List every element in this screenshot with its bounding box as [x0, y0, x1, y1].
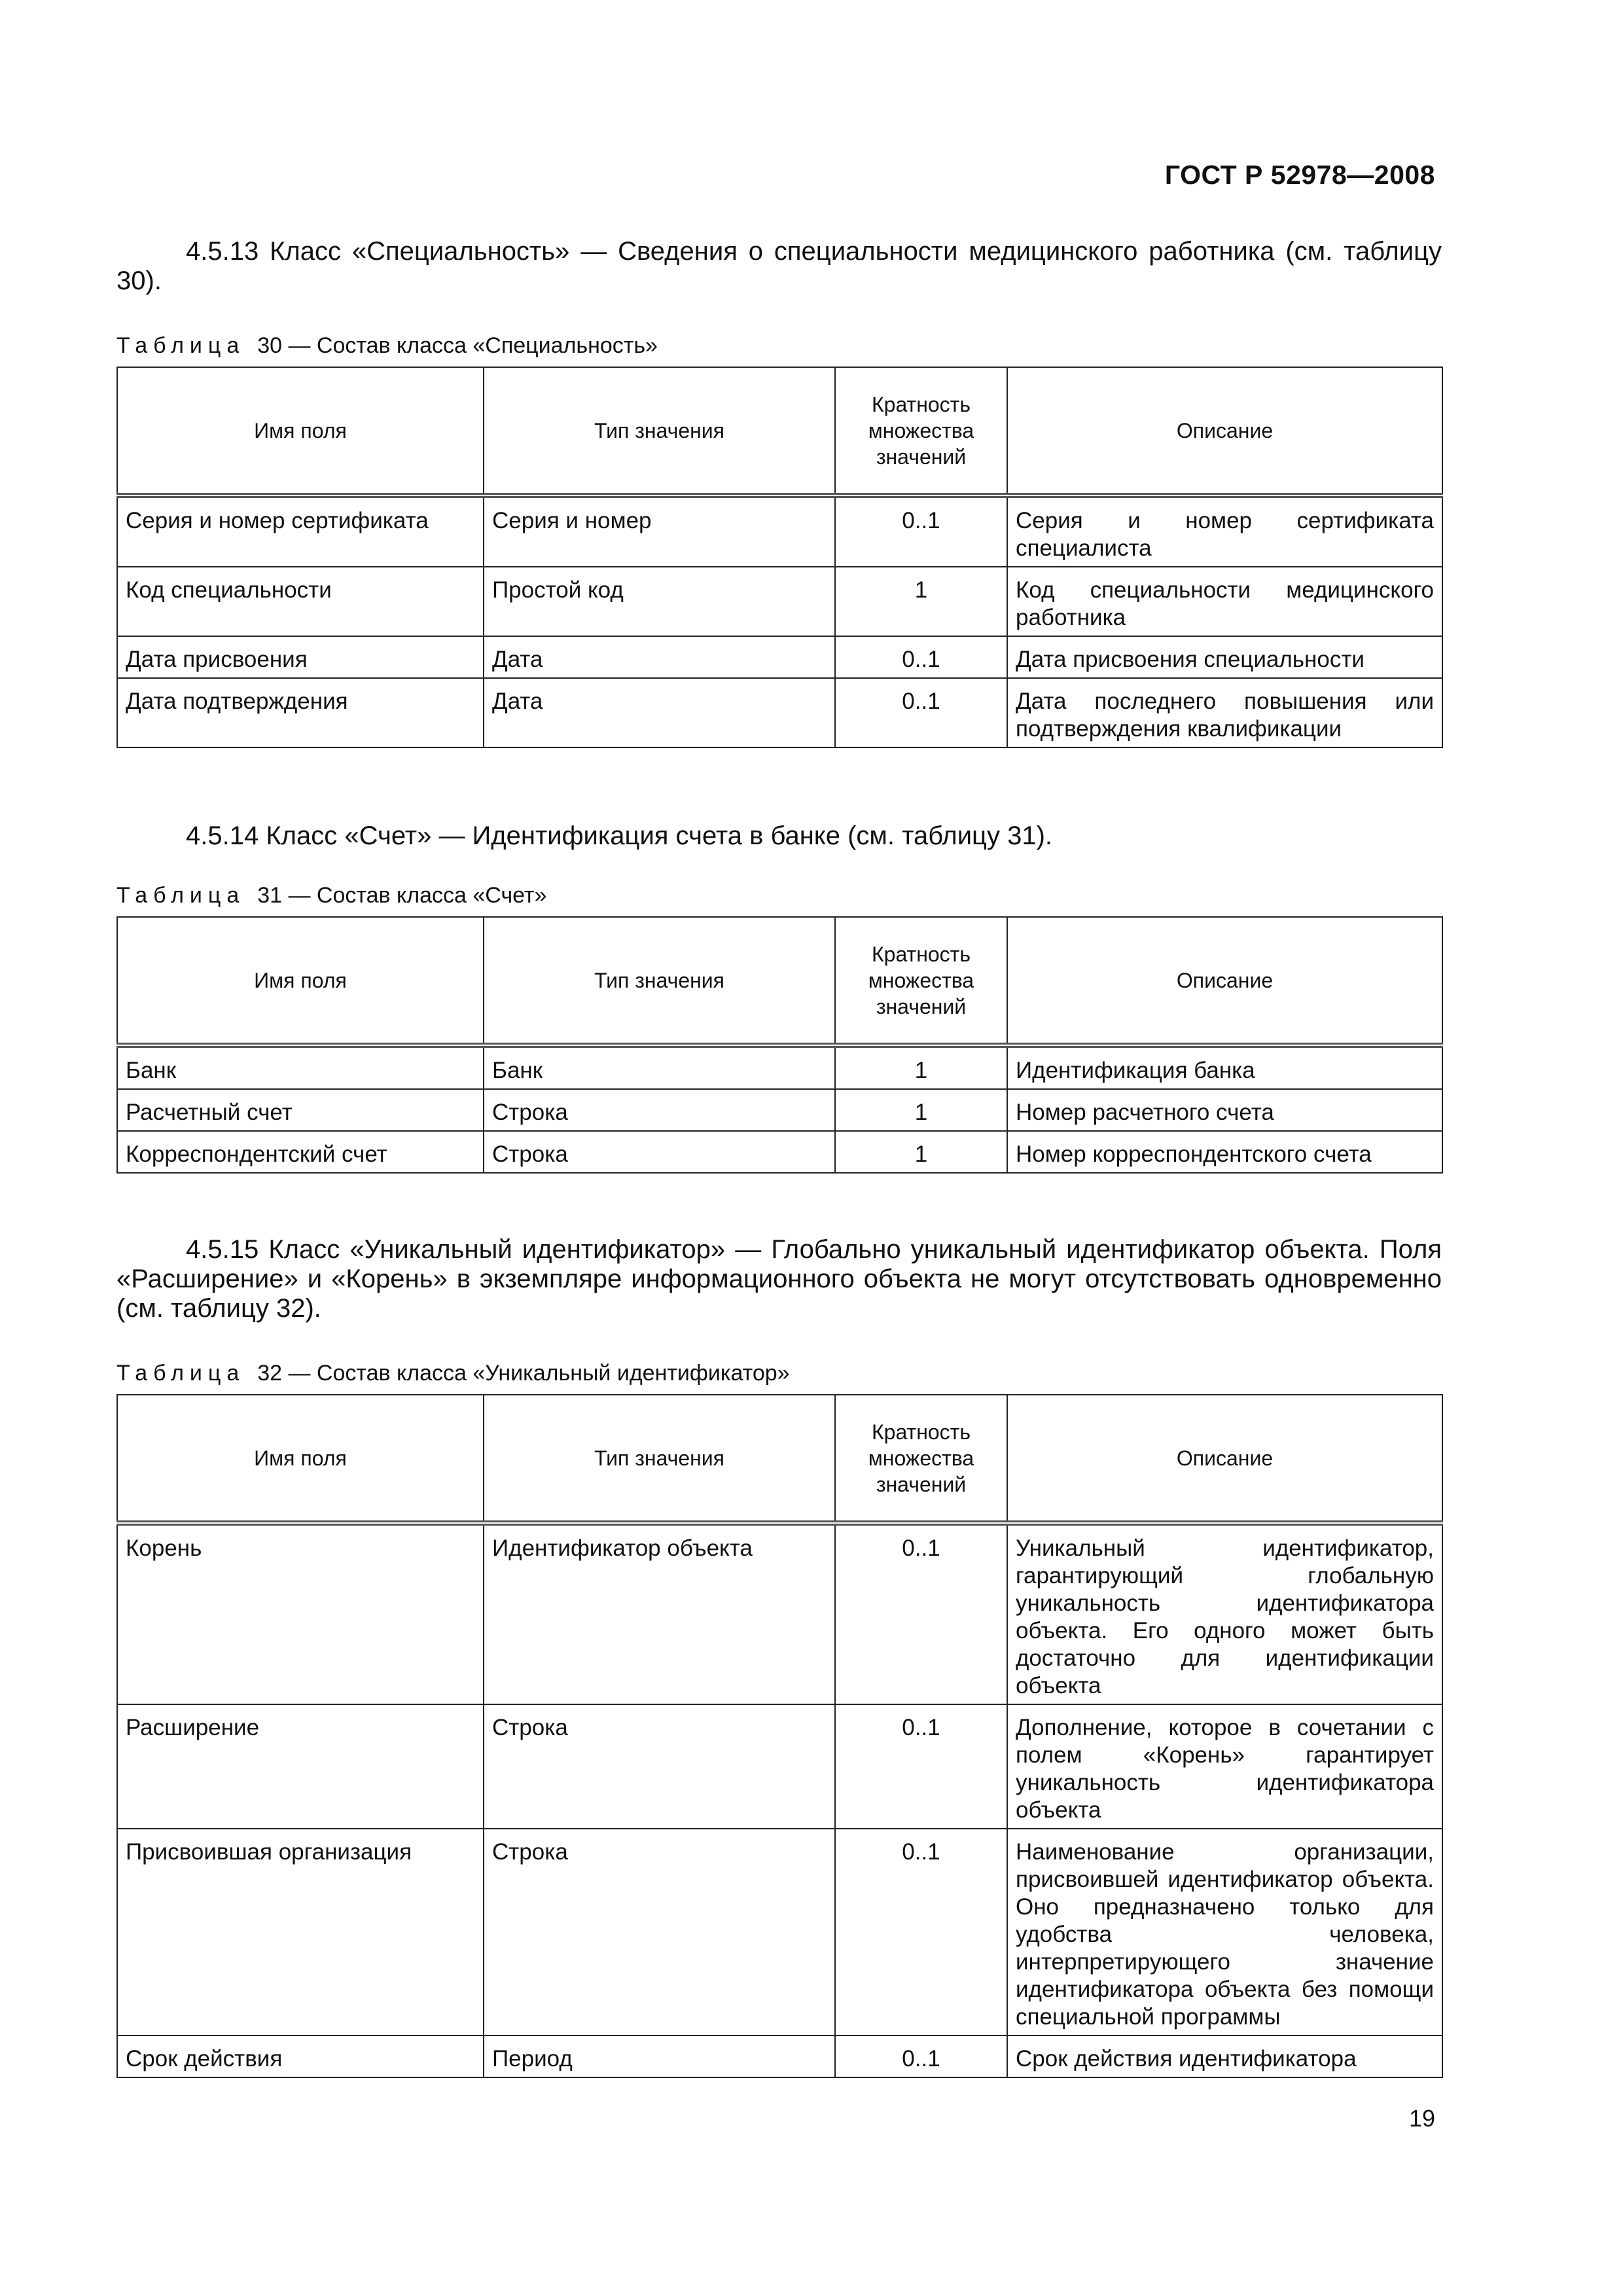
- cell-description: Дата последнего повышения или подтверждения квалификации: [1007, 678, 1442, 747]
- table-31-caption-title: 31 — Состав класса «Счет»: [257, 883, 547, 908]
- column-header-multiplicity: Кратность множества значений: [835, 367, 1007, 495]
- table-row: [117, 567, 1442, 636]
- table-30-caption: [116, 332, 658, 359]
- cell-description: Код специальности медицинского работника: [1007, 567, 1442, 636]
- table-31-caption-label: Таблица: [116, 883, 245, 908]
- cell-multiplicity: 0..1: [835, 495, 1007, 567]
- cell-field-name: Корень: [117, 1523, 484, 1704]
- section-4-5-14-text: 4.5.14 Класс «Счет» — Идентификация счета в банке (см. таблицу 31).: [186, 821, 1053, 850]
- column-header-multiplicity: Кратность множества значений: [835, 1395, 1007, 1523]
- table-31: [116, 916, 1443, 1174]
- table-32-caption: [116, 1360, 790, 1386]
- table-30-caption-title: 30 — Состав класса «Специальность»: [257, 333, 658, 358]
- table-32-caption-title: 32 — Состав класса «Уникальный идентификатор»: [257, 1361, 790, 1386]
- table-row: [117, 2036, 1442, 2077]
- section-4-5-13-text: 4.5.13 Класс «Специальность» — Сведения о специальности медицинского работника (см. таблицу 30).: [116, 237, 1442, 295]
- cell-value-type: Идентификатор объекта: [484, 1523, 835, 1704]
- table-row: [117, 1829, 1442, 2036]
- cell-multiplicity: 0..1: [835, 678, 1007, 747]
- cell-multiplicity: 0..1: [835, 1704, 1007, 1829]
- table-row: [117, 1523, 1442, 1704]
- table-30: [116, 367, 1443, 748]
- cell-field-name: Дата подтверждения: [117, 678, 484, 747]
- cell-value-type: Строка: [484, 1131, 835, 1173]
- cell-description: Серия и номер сертификата специалиста: [1007, 495, 1442, 567]
- table-30-caption-label: Таблица: [116, 333, 245, 358]
- table-row: [117, 636, 1442, 678]
- table-row: [117, 495, 1442, 567]
- column-header-multiplicity: Кратность множества значений: [835, 917, 1007, 1045]
- column-header-field-name: Имя поля: [117, 917, 484, 1045]
- cell-multiplicity: 0..1: [835, 1523, 1007, 1704]
- table-32-header-row: [117, 1395, 1442, 1523]
- cell-description: Уникальный идентификатор, гарантирующий глобальную уникальность идентификатора объекта. Его одного может быть достаточно для идентификации объекта: [1007, 1523, 1442, 1704]
- cell-value-type: Строка: [484, 1704, 835, 1829]
- cell-value-type: Серия и номер: [484, 495, 835, 567]
- cell-field-name: Расчетный счет: [117, 1089, 484, 1131]
- table-31-header-row: [117, 917, 1442, 1045]
- cell-field-name: Банк: [117, 1045, 484, 1089]
- cell-description: Наименование организации, присвоившей идентификатор объекта. Оно предназначено только для удобства человека, интерпретирующего значение идентификатора объекта без помощи специальной программы: [1007, 1829, 1442, 2036]
- table-row: [117, 1704, 1442, 1829]
- table-row: [117, 678, 1442, 747]
- column-header-field-name: Имя поля: [117, 367, 484, 495]
- cell-value-type: Строка: [484, 1829, 835, 2036]
- cell-description: Номер корреспондентского счета: [1007, 1131, 1442, 1173]
- table-row: [117, 1045, 1442, 1089]
- cell-multiplicity: 1: [835, 567, 1007, 636]
- cell-value-type: Дата: [484, 678, 835, 747]
- column-header-description: Описание: [1007, 367, 1442, 495]
- section-4-5-15-text: 4.5.15 Класс «Уникальный идентификатор» — Глобально уникальный идентификатор объекта. Поля «Расширение» и «Корень» в экземпляре информационного объекта не могут отсутствовать одновременно (см. таблицу 32).: [116, 1235, 1442, 1323]
- cell-multiplicity: 0..1: [835, 2036, 1007, 2077]
- cell-description: Номер расчетного счета: [1007, 1089, 1442, 1131]
- table-31-caption: [116, 882, 546, 908]
- table-30-header-row: [117, 367, 1442, 495]
- table-32: [116, 1394, 1443, 2078]
- cell-multiplicity: 1: [835, 1045, 1007, 1089]
- cell-multiplicity: 0..1: [835, 636, 1007, 678]
- cell-description: Дата присвоения специальности: [1007, 636, 1442, 678]
- cell-value-type: Банк: [484, 1045, 835, 1089]
- column-header-description: Описание: [1007, 917, 1442, 1045]
- table-row: [117, 1131, 1442, 1173]
- column-header-value-type: Тип значения: [484, 917, 835, 1045]
- cell-multiplicity: 1: [835, 1131, 1007, 1173]
- column-header-description: Описание: [1007, 1395, 1442, 1523]
- cell-description: Идентификация банка: [1007, 1045, 1442, 1089]
- cell-value-type: Простой код: [484, 567, 835, 636]
- table-32-caption-label: Таблица: [116, 1361, 245, 1386]
- page-number: 19: [1408, 2105, 1435, 2132]
- column-header-value-type: Тип значения: [484, 1395, 835, 1523]
- cell-field-name: Дата присвоения: [117, 636, 484, 678]
- document-header: ГОСТ Р 52978—2008: [1164, 160, 1435, 190]
- column-header-field-name: Имя поля: [117, 1395, 484, 1523]
- cell-description: Дополнение, которое в сочетании с полем «Корень» гарантирует уникальность идентификатора объекта: [1007, 1704, 1442, 1829]
- cell-multiplicity: 0..1: [835, 1829, 1007, 2036]
- cell-field-name: Серия и номер сертификата: [117, 495, 484, 567]
- cell-field-name: Код специальности: [117, 567, 484, 636]
- cell-field-name: Расширение: [117, 1704, 484, 1829]
- cell-field-name: Присвоившая организация: [117, 1829, 484, 2036]
- cell-field-name: Срок действия: [117, 2036, 484, 2077]
- cell-value-type: Период: [484, 2036, 835, 2077]
- cell-value-type: Строка: [484, 1089, 835, 1131]
- cell-value-type: Дата: [484, 636, 835, 678]
- cell-description: Срок действия идентификатора: [1007, 2036, 1442, 2077]
- cell-field-name: Корреспондентский счет: [117, 1131, 484, 1173]
- table-row: [117, 1089, 1442, 1131]
- cell-multiplicity: 1: [835, 1089, 1007, 1131]
- column-header-value-type: Тип значения: [484, 367, 835, 495]
